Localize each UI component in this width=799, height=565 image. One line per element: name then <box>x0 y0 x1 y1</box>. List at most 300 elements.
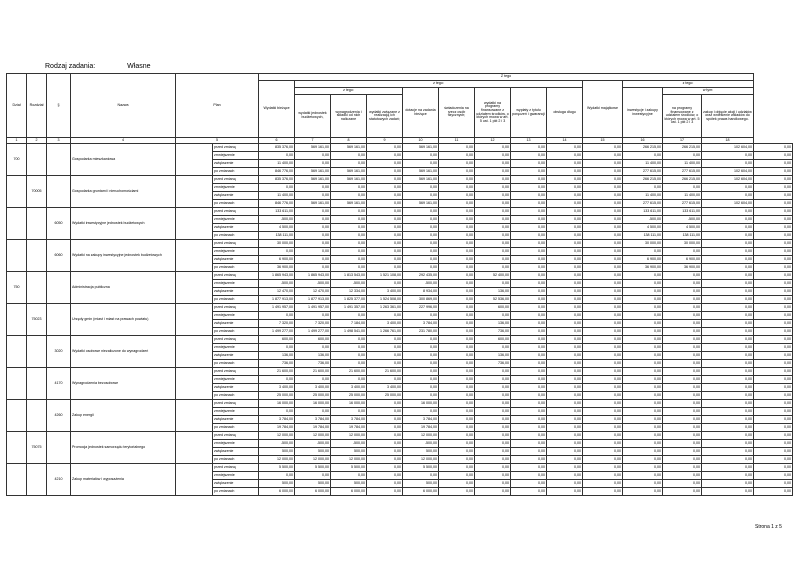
value-cell: 0,00 <box>702 472 754 480</box>
value-cell: 5 500,00 <box>331 464 367 472</box>
value-cell: 1 877 913,00 <box>259 296 295 304</box>
value-cell: 0,00 <box>663 464 702 472</box>
value-cell: 0,00 <box>583 336 623 344</box>
value-cell: 0,00 <box>547 240 583 248</box>
value-cell: 0,00 <box>367 312 403 320</box>
value-cell: 0,00 <box>623 344 663 352</box>
value-cell: 0,00 <box>439 424 475 432</box>
value-cell: 12 000,00 <box>331 432 367 440</box>
value-cell: 3 784,00 <box>331 416 367 424</box>
cell-nazwa: Wydatki na zakupy inwestycyjne jednostek budżetowych <box>71 240 176 272</box>
header-z-tego-3: z tego: <box>295 88 403 95</box>
value-cell: 0,00 <box>511 264 547 272</box>
value-cell: 0,00 <box>367 344 403 352</box>
column-number: 12 <box>475 138 511 144</box>
table-row <box>7 464 793 472</box>
value-cell: 569 161,00 <box>331 176 367 184</box>
cell-paragraph <box>47 304 71 336</box>
row-label: zmniejszenie <box>213 440 259 448</box>
value-cell: 0,00 <box>583 416 623 424</box>
value-cell: 0,00 <box>583 296 623 304</box>
value-cell: 500,00 <box>259 480 295 488</box>
header-wydatki-biezace: Wydatki bieżące <box>259 81 295 138</box>
value-cell: 0,00 <box>623 408 663 416</box>
value-cell: 0,00 <box>663 248 702 256</box>
column-number: 13 <box>511 138 547 144</box>
column-number: 6 <box>259 138 295 144</box>
value-cell: 500,00 <box>403 480 439 488</box>
value-cell: 0,00 <box>754 352 793 360</box>
row-label: przed zmianą <box>213 144 259 152</box>
header-paragraph: § <box>47 74 71 138</box>
value-cell: 0,00 <box>511 376 547 384</box>
value-cell: 0,00 <box>623 456 663 464</box>
value-cell: 0,00 <box>367 488 403 496</box>
value-cell: 1 865 943,00 <box>295 272 331 280</box>
row-label: po zmianach <box>213 168 259 176</box>
task-type-value: Własne <box>127 63 151 70</box>
value-cell: 0,00 <box>623 368 663 376</box>
value-cell: 0,00 <box>702 328 754 336</box>
cell-paragraph: 3020 <box>47 336 71 368</box>
value-cell: 0,00 <box>439 480 475 488</box>
value-cell: 0,00 <box>259 184 295 192</box>
value-cell: 0,00 <box>702 448 754 456</box>
row-label: zmniejszenie <box>213 344 259 352</box>
value-cell: 0,00 <box>663 480 702 488</box>
value-cell: 0,00 <box>403 224 439 232</box>
value-cell: 0,00 <box>403 360 439 368</box>
value-cell: 0,00 <box>439 296 475 304</box>
row-label: po zmianach <box>213 200 259 208</box>
value-cell: 600,00 <box>475 336 511 344</box>
header-wydatki-programy: wydatki na programy finansowane z udziałem środków, o których mowa w art. 5 ust. 1 pkt 2 i 3 <box>475 88 511 138</box>
value-cell: 569 161,00 <box>403 168 439 176</box>
value-cell: 0,00 <box>367 224 403 232</box>
value-cell: 0,00 <box>475 472 511 480</box>
value-cell: 0,00 <box>583 360 623 368</box>
value-cell: 0,00 <box>295 160 331 168</box>
value-cell: 0,00 <box>367 400 403 408</box>
value-cell: 569 161,00 <box>331 200 367 208</box>
value-cell: 25 000,00 <box>367 392 403 400</box>
value-cell: 0,00 <box>331 336 367 344</box>
value-cell: 736,00 <box>475 328 511 336</box>
column-number: 4 <box>71 138 176 144</box>
value-cell: 0,00 <box>754 248 793 256</box>
value-cell: 0,00 <box>754 232 793 240</box>
value-cell: 0,00 <box>583 240 623 248</box>
value-cell: 0,00 <box>623 424 663 432</box>
value-cell: 0,00 <box>439 464 475 472</box>
column-number: 14 <box>547 138 583 144</box>
value-cell: 0,00 <box>367 456 403 464</box>
value-cell: 0,00 <box>754 384 793 392</box>
row-label: zwiększenie <box>213 160 259 168</box>
value-cell: 0,00 <box>295 208 331 216</box>
cell-paragraph <box>47 144 71 176</box>
value-cell: 0,00 <box>623 320 663 328</box>
value-cell: 0,00 <box>475 480 511 488</box>
value-cell: 0,00 <box>623 376 663 384</box>
page-title <box>45 63 181 70</box>
value-cell: 0,00 <box>663 328 702 336</box>
value-cell: 0,00 <box>511 416 547 424</box>
value-cell: 0,00 <box>583 376 623 384</box>
value-cell: 0,00 <box>702 432 754 440</box>
value-cell: 0,00 <box>511 192 547 200</box>
value-cell: 736,00 <box>295 360 331 368</box>
value-cell: 0,00 <box>702 480 754 488</box>
value-cell: 0,00 <box>702 184 754 192</box>
value-cell: 500,00 <box>295 480 331 488</box>
table-row <box>7 304 793 312</box>
value-cell: 0,00 <box>331 152 367 160</box>
value-cell: 0,00 <box>439 224 475 232</box>
cell-dzial <box>7 432 27 464</box>
value-cell: 30 000,00 <box>663 240 702 248</box>
value-cell: 0,00 <box>403 312 439 320</box>
value-cell: 0,00 <box>511 384 547 392</box>
value-cell: 3 400,00 <box>367 384 403 392</box>
value-cell: 0,00 <box>259 376 295 384</box>
value-cell: 0,00 <box>702 288 754 296</box>
row-label: przed zmianą <box>213 272 259 280</box>
cell-dzial: 700 <box>7 144 27 176</box>
value-cell: 0,00 <box>331 472 367 480</box>
value-cell: 0,00 <box>331 160 367 168</box>
value-cell: 0,00 <box>754 408 793 416</box>
value-cell: 0,00 <box>367 376 403 384</box>
value-cell: 0,00 <box>623 360 663 368</box>
value-cell: 0,00 <box>475 400 511 408</box>
value-cell: 19 784,00 <box>295 424 331 432</box>
value-cell: 0,00 <box>475 464 511 472</box>
value-cell: 0,00 <box>511 344 547 352</box>
cell-nazwa: Gospodarka mieszkaniowa <box>71 144 176 176</box>
value-cell: 0,00 <box>475 240 511 248</box>
value-cell: 0,00 <box>331 344 367 352</box>
value-cell: 0,00 <box>702 416 754 424</box>
value-cell: 36 900,00 <box>663 264 702 272</box>
value-cell: 4 500,00 <box>259 224 295 232</box>
cell-nazwa: Administracja publiczna <box>71 272 176 304</box>
value-cell: 0,00 <box>547 456 583 464</box>
value-cell: 0,00 <box>475 232 511 240</box>
header-obsluga-dlugu: obsługa długu <box>547 88 583 138</box>
value-cell: 0,00 <box>754 344 793 352</box>
value-cell: 0,00 <box>295 216 331 224</box>
value-cell: 0,00 <box>511 480 547 488</box>
value-cell: -500,00 <box>331 280 367 288</box>
value-cell: 21 600,00 <box>295 368 331 376</box>
value-cell: 0,00 <box>702 360 754 368</box>
value-cell: 569 161,00 <box>403 176 439 184</box>
value-cell: 0,00 <box>295 184 331 192</box>
value-cell: 1 499 277,00 <box>295 328 331 336</box>
value-cell: 0,00 <box>331 208 367 216</box>
value-cell: 25 000,00 <box>259 392 295 400</box>
row-label: przed zmianą <box>213 464 259 472</box>
value-cell: 6 000,00 <box>295 488 331 496</box>
value-cell: 0,00 <box>439 200 475 208</box>
value-cell: 0,00 <box>702 464 754 472</box>
value-cell: 0,00 <box>439 176 475 184</box>
value-cell: 0,00 <box>331 256 367 264</box>
value-cell: 0,00 <box>754 256 793 264</box>
value-cell: 0,00 <box>367 152 403 160</box>
row-label: zmniejszenie <box>213 280 259 288</box>
value-cell: 0,00 <box>259 408 295 416</box>
header-zakup-akcji: zakup i objęcie akcji i udziałów oraz wniesienie wkładów do spółek prawa handlowego. <box>702 95 754 138</box>
value-cell: 1 491 957,00 <box>295 304 331 312</box>
value-cell: 0,00 <box>295 232 331 240</box>
value-cell: 3 400,00 <box>259 384 295 392</box>
value-cell: 0,00 <box>511 184 547 192</box>
value-cell: 0,00 <box>439 312 475 320</box>
value-cell: 0,00 <box>475 168 511 176</box>
value-cell: 0,00 <box>511 248 547 256</box>
value-cell: 0,00 <box>623 280 663 288</box>
header-wydatki-majatkowe: Wydatki majątkowe <box>583 81 623 138</box>
cell-dzial <box>7 304 27 336</box>
value-cell: 0,00 <box>547 200 583 208</box>
value-cell: 0,00 <box>702 192 754 200</box>
value-cell: 0,00 <box>583 368 623 376</box>
value-cell: 0,00 <box>511 448 547 456</box>
cell-paragraph <box>47 272 71 304</box>
value-cell: 0,00 <box>623 448 663 456</box>
value-cell: 25 000,00 <box>331 392 367 400</box>
value-cell: 133 611,00 <box>623 208 663 216</box>
value-cell: 0,00 <box>439 184 475 192</box>
value-cell: 0,00 <box>511 256 547 264</box>
value-cell: 292 435,00 <box>403 272 439 280</box>
value-cell: 0,00 <box>702 208 754 216</box>
value-cell: 0,00 <box>367 200 403 208</box>
value-cell: 0,00 <box>295 408 331 416</box>
row-label: zwiększenie <box>213 192 259 200</box>
value-cell: 0,00 <box>439 240 475 248</box>
value-cell: 0,00 <box>547 432 583 440</box>
value-cell: 3 784,00 <box>403 416 439 424</box>
table-row <box>7 336 793 344</box>
column-number: 1 <box>7 138 27 144</box>
value-cell: -500,00 <box>623 216 663 224</box>
value-cell: 0,00 <box>547 144 583 152</box>
value-cell: 138 111,00 <box>623 232 663 240</box>
value-cell: 0,00 <box>547 176 583 184</box>
value-cell: 0,00 <box>583 216 623 224</box>
value-cell: 0,00 <box>547 152 583 160</box>
value-cell: 600,00 <box>295 336 331 344</box>
value-cell: 0,00 <box>439 232 475 240</box>
value-cell: 0,00 <box>403 232 439 240</box>
row-label: zwiększenie <box>213 416 259 424</box>
value-cell: 0,00 <box>511 168 547 176</box>
value-cell: 6 000,00 <box>403 488 439 496</box>
value-cell: 0,00 <box>754 304 793 312</box>
value-cell: 0,00 <box>754 280 793 288</box>
value-cell: 0,00 <box>623 464 663 472</box>
value-cell: 0,00 <box>403 208 439 216</box>
value-cell: 0,00 <box>331 184 367 192</box>
value-cell: 11 400,00 <box>259 160 295 168</box>
value-cell: 0,00 <box>403 192 439 200</box>
value-cell: 0,00 <box>439 336 475 344</box>
cell-rozdzial: 70005 <box>27 176 47 208</box>
value-cell: 0,00 <box>754 440 793 448</box>
value-cell: 0,00 <box>439 160 475 168</box>
cell-plan-spacer <box>176 176 213 208</box>
cell-paragraph: 4170 <box>47 368 71 400</box>
value-cell: 0,00 <box>331 224 367 232</box>
value-cell: 1 266 761,00 <box>367 328 403 336</box>
value-cell: 12 000,00 <box>295 456 331 464</box>
value-cell: 0,00 <box>754 376 793 384</box>
value-cell: 0,00 <box>663 440 702 448</box>
value-cell: 0,00 <box>663 424 702 432</box>
value-cell: 0,00 <box>367 416 403 424</box>
header-wyplaty: wypłaty z tytułu poręczeń i gwarancji <box>511 88 547 138</box>
value-cell: 0,00 <box>583 432 623 440</box>
value-cell: 0,00 <box>623 336 663 344</box>
value-cell: 277 615,00 <box>623 200 663 208</box>
value-cell: 0,00 <box>475 392 511 400</box>
value-cell: 0,00 <box>583 248 623 256</box>
value-cell: 0,00 <box>439 272 475 280</box>
value-cell: 0,00 <box>702 216 754 224</box>
value-cell: 0,00 <box>367 424 403 432</box>
value-cell: 0,00 <box>295 192 331 200</box>
value-cell: 0,00 <box>511 400 547 408</box>
value-cell: 138 111,00 <box>663 232 702 240</box>
row-label: zwiększenie <box>213 448 259 456</box>
value-cell: 0,00 <box>367 408 403 416</box>
value-cell: 0,00 <box>367 440 403 448</box>
value-cell: 0,00 <box>439 304 475 312</box>
row-label: zwiększenie <box>213 352 259 360</box>
value-cell: 0,00 <box>475 144 511 152</box>
value-cell: 569 161,00 <box>331 144 367 152</box>
cell-plan-spacer <box>176 208 213 240</box>
value-cell: 0,00 <box>403 184 439 192</box>
value-cell: 6 900,00 <box>663 256 702 264</box>
value-cell: 0,00 <box>367 168 403 176</box>
header-na-programy: na programy finansowane z udziałem środków, o których mowa w art. 5 ust. 1 pkt 2 i 3 <box>663 95 702 138</box>
cell-plan-spacer <box>176 144 213 176</box>
cell-plan-spacer <box>176 336 213 368</box>
value-cell: 0,00 <box>511 392 547 400</box>
value-cell: 0,00 <box>754 456 793 464</box>
value-cell: 138 111,00 <box>259 232 295 240</box>
cell-rozdzial <box>27 368 47 400</box>
value-cell: 0,00 <box>754 288 793 296</box>
value-cell: 0,00 <box>547 368 583 376</box>
value-cell: 0,00 <box>663 280 702 288</box>
value-cell: 0,00 <box>583 280 623 288</box>
value-cell: 0,00 <box>331 360 367 368</box>
value-cell: 0,00 <box>663 360 702 368</box>
value-cell: 0,00 <box>511 488 547 496</box>
value-cell: 0,00 <box>403 368 439 376</box>
value-cell: 500,00 <box>331 448 367 456</box>
value-cell: 0,00 <box>367 176 403 184</box>
value-cell: 835 376,00 <box>259 144 295 152</box>
value-cell: 0,00 <box>511 312 547 320</box>
cell-plan-spacer <box>176 400 213 432</box>
value-cell: 0,00 <box>367 240 403 248</box>
row-label: przed zmianą <box>213 208 259 216</box>
value-cell: 0,00 <box>702 488 754 496</box>
value-cell: 0,00 <box>702 400 754 408</box>
value-cell: 600,00 <box>475 304 511 312</box>
value-cell: 500,00 <box>295 448 331 456</box>
value-cell: 0,00 <box>583 264 623 272</box>
value-cell: 0,00 <box>623 392 663 400</box>
value-cell: 16 000,00 <box>331 400 367 408</box>
value-cell: 0,00 <box>663 272 702 280</box>
value-cell: 11 400,00 <box>663 192 702 200</box>
value-cell: 0,00 <box>702 376 754 384</box>
value-cell: 0,00 <box>547 304 583 312</box>
header-wydatki-statutowe: wydatki związane z realizacją ich statutowych zadań; <box>367 95 403 138</box>
value-cell: 0,00 <box>547 416 583 424</box>
value-cell: 0,00 <box>547 280 583 288</box>
value-cell: 0,00 <box>547 264 583 272</box>
value-cell: 0,00 <box>547 296 583 304</box>
value-cell: 0,00 <box>702 424 754 432</box>
cell-dzial <box>7 368 27 400</box>
row-label: zmniejszenie <box>213 152 259 160</box>
value-cell: 0,00 <box>367 432 403 440</box>
value-cell: 0,00 <box>623 248 663 256</box>
value-cell: 0,00 <box>511 200 547 208</box>
value-cell: 0,00 <box>475 344 511 352</box>
value-cell: 0,00 <box>663 432 702 440</box>
value-cell: 0,00 <box>475 216 511 224</box>
value-cell: 102 604,00 <box>702 200 754 208</box>
value-cell: 0,00 <box>583 232 623 240</box>
value-cell: 0,00 <box>663 320 702 328</box>
row-label: po zmianach <box>213 264 259 272</box>
row-label: przed zmianą <box>213 240 259 248</box>
value-cell: 0,00 <box>754 368 793 376</box>
value-cell: 0,00 <box>663 336 702 344</box>
value-cell: 0,00 <box>547 184 583 192</box>
value-cell: 1 498 541,00 <box>331 328 367 336</box>
value-cell: 0,00 <box>623 184 663 192</box>
value-cell: 0,00 <box>702 368 754 376</box>
value-cell: 102 604,00 <box>702 176 754 184</box>
value-cell: 0,00 <box>511 240 547 248</box>
value-cell: 0,00 <box>475 416 511 424</box>
cell-plan-spacer <box>176 272 213 304</box>
value-cell: 0,00 <box>439 328 475 336</box>
value-cell: 0,00 <box>367 448 403 456</box>
value-cell: 0,00 <box>583 328 623 336</box>
value-cell: 16 000,00 <box>295 400 331 408</box>
value-cell: 3 400,00 <box>367 320 403 328</box>
cell-rozdzial: 75023 <box>27 304 47 336</box>
table-row <box>7 432 793 440</box>
value-cell: 12 000,00 <box>403 432 439 440</box>
value-cell: 0,00 <box>367 248 403 256</box>
value-cell: 0,00 <box>511 432 547 440</box>
value-cell: 0,00 <box>663 400 702 408</box>
value-cell: -500,00 <box>259 440 295 448</box>
value-cell: 0,00 <box>511 216 547 224</box>
